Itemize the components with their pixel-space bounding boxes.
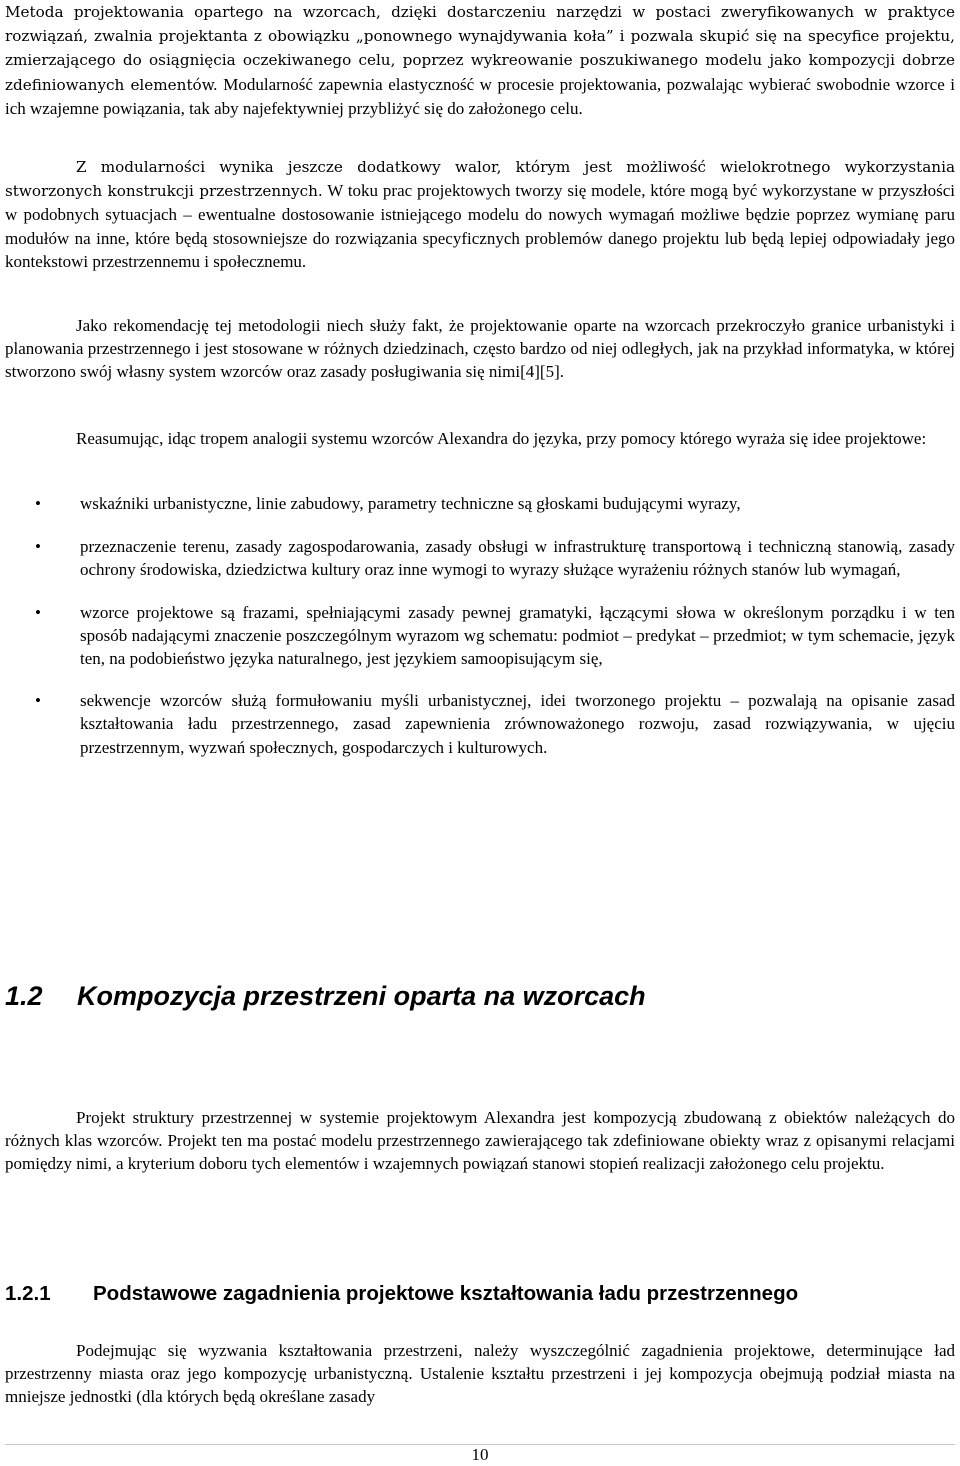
bullet-icon: •: [35, 537, 41, 557]
list-item-text: wzorce projektowe są frazami, spełniającymi zasady pewnej gramatyki, łączącymi słowa w określonym porządku i w ten sposób nadającymi znaczenie poszczególnym wyrazom wg schematu: podmiot – predykat – przedmiot; w tym schemacie, język ten, na podobieństwo języka naturalnego, jest językiem samoopisującym się,: [80, 602, 955, 669]
paragraph-modularity-part-a: Z modularności wynika jeszcze dodatkowy walor, którym jest możliwość wielokrotnego wykorzystania stworzonych konstrukcji przestrzennych.: [5, 158, 955, 201]
paragraph-project-structure: Projekt struktury przestrzennej w systemie projektowym Alexandra jest kompozycją zbudowaną z obiektów należących do różnych klas wzorców. Projekt ten ma postać modelu przestrzennego zawierającego tak zdefiniowane obiekty wraz z opisanymi relacjami pomiędzy nimi, a kryterium doboru tych elementów i wzajemnych powiązań stanowi stopień realizacji założonego celu projektu.: [5, 1108, 955, 1174]
list-item-text: przeznaczenie terenu, zasady zagospodarowania, zasady obsługi w infrastrukturę transportową i techniczną stanowią, zasady ochrony środowiska, dziedzictwa kultury oraz inne wymogi to wyrazy służące wyrażeniu różnych stanów lub wymagań,: [80, 537, 955, 580]
bullet-icon: •: [35, 691, 41, 711]
paragraph-pattern-method: [5, 0, 955, 120]
paragraph-spatial-design: Podejmując się wyzwania kształtowania przestrzeni, należy wyszczególnić zagadnienia projektowe, determinujące ład przestrzenny miasta oraz jego kompozycję urbanistyczną. Ustalenie kształtu przestrzeni i jej kompozycja obejmują podział miasta na mniejsze jednostki (dla których będą określane zasady: [5, 1341, 955, 1407]
paragraph-pattern-method-part-b: Modularność zapewnia elastyczność w procesie projektowania, pozwalając wybierać swobodnie wzorce i ich wzajemne powiązania, tak aby najefektywniej przybliżyć się do założonego celu.: [5, 74, 955, 118]
list-item-text: wskaźniki urbanistyczne, linie zabudowy, parametry techniczne są głoskami budującymi wyrazy,: [80, 494, 741, 513]
paragraph-pattern-method-part-a: Metoda projektowania opartego na wzorcach, dzięki dostarczeniu narzędzi w postaci zweryfikowanych w praktyce rozwiązań, zwalnia projektanta z obowiązku „ponownego wynajdywania koła” i pozwala skupić się na specyfice projektu, zmierzającego do osiągnięcia oczekiwanego celu, poprzez wykreowanie poszukiwanego modelu jako kompozycji dobrze zdefiniowanych elementów.: [5, 3, 955, 94]
document-page: [5, 0, 955, 1464]
page-number: 10: [471, 1445, 489, 1464]
list-item: [5, 535, 955, 581]
section-title: Kompozycja przestrzeni oparta na wzorcach: [77, 981, 646, 1011]
paragraph-recommendation: Jako rekomendację tej metodologii niech służy fakt, że projektowanie oparte na wzorcach przekroczyło granice urbanistyki i planowania przestrzennego i jest stosowane w różnych dziedzinach, często bardzo od niej odległych, jak na przykład informatyka, w której stworzono swój własny system wzorców oraz zasady posługiwania się nimi[4][5].: [5, 316, 955, 382]
paragraph-modularity-part-b: W toku prac projektowych tworzy się modele, które mogą być wykorzystane w przyszłości w podobnych sytuacjach – ewentualne dostosowanie istniejącego modelu do nowych wymagań możliwe będzie poprzez wymianę paru modułów na inne, które będą stosowniejsze do rozwiązania specyficznych problemów danego projektu lub będą lepiej odpowiadały jego kontekstowi przestrzennemu i społecznemu.: [5, 181, 956, 271]
section-heading-1-2-1: [5, 1282, 798, 1306]
section-title: Podstawowe zagadnienia projektowe kształtowania ładu przestrzennego: [93, 1282, 799, 1305]
paragraph-summary-intro: Reasumując, idąc tropem analogii systemu wzorców Alexandra do języka, przy pomocy którego wyraża się idee projektowe:: [76, 429, 927, 448]
list-item: [5, 689, 955, 759]
section-number: 1.2.1: [5, 1282, 51, 1305]
list-item: [5, 492, 955, 515]
list-item-text: sekwencje wzorców służą formułowaniu myśli urbanistycznej, idei tworzonego projektu – pozwalają na opisanie zasad kształtowania ładu przestrzennego, zasad zapewnienia zrównoważonego rozwoju, zasad rozwiązywania, w ujęciu przestrzennym, wyzwań społecznych, gospodarczych i kulturowych.: [80, 691, 955, 757]
bullet-list: [5, 492, 955, 759]
list-item: [5, 601, 955, 671]
section-heading-1-2: [5, 981, 646, 1012]
paragraph-modularity: [5, 155, 955, 273]
bullet-icon: •: [35, 602, 41, 622]
bullet-icon: •: [35, 494, 41, 513]
section-number: 1.2: [5, 981, 43, 1011]
